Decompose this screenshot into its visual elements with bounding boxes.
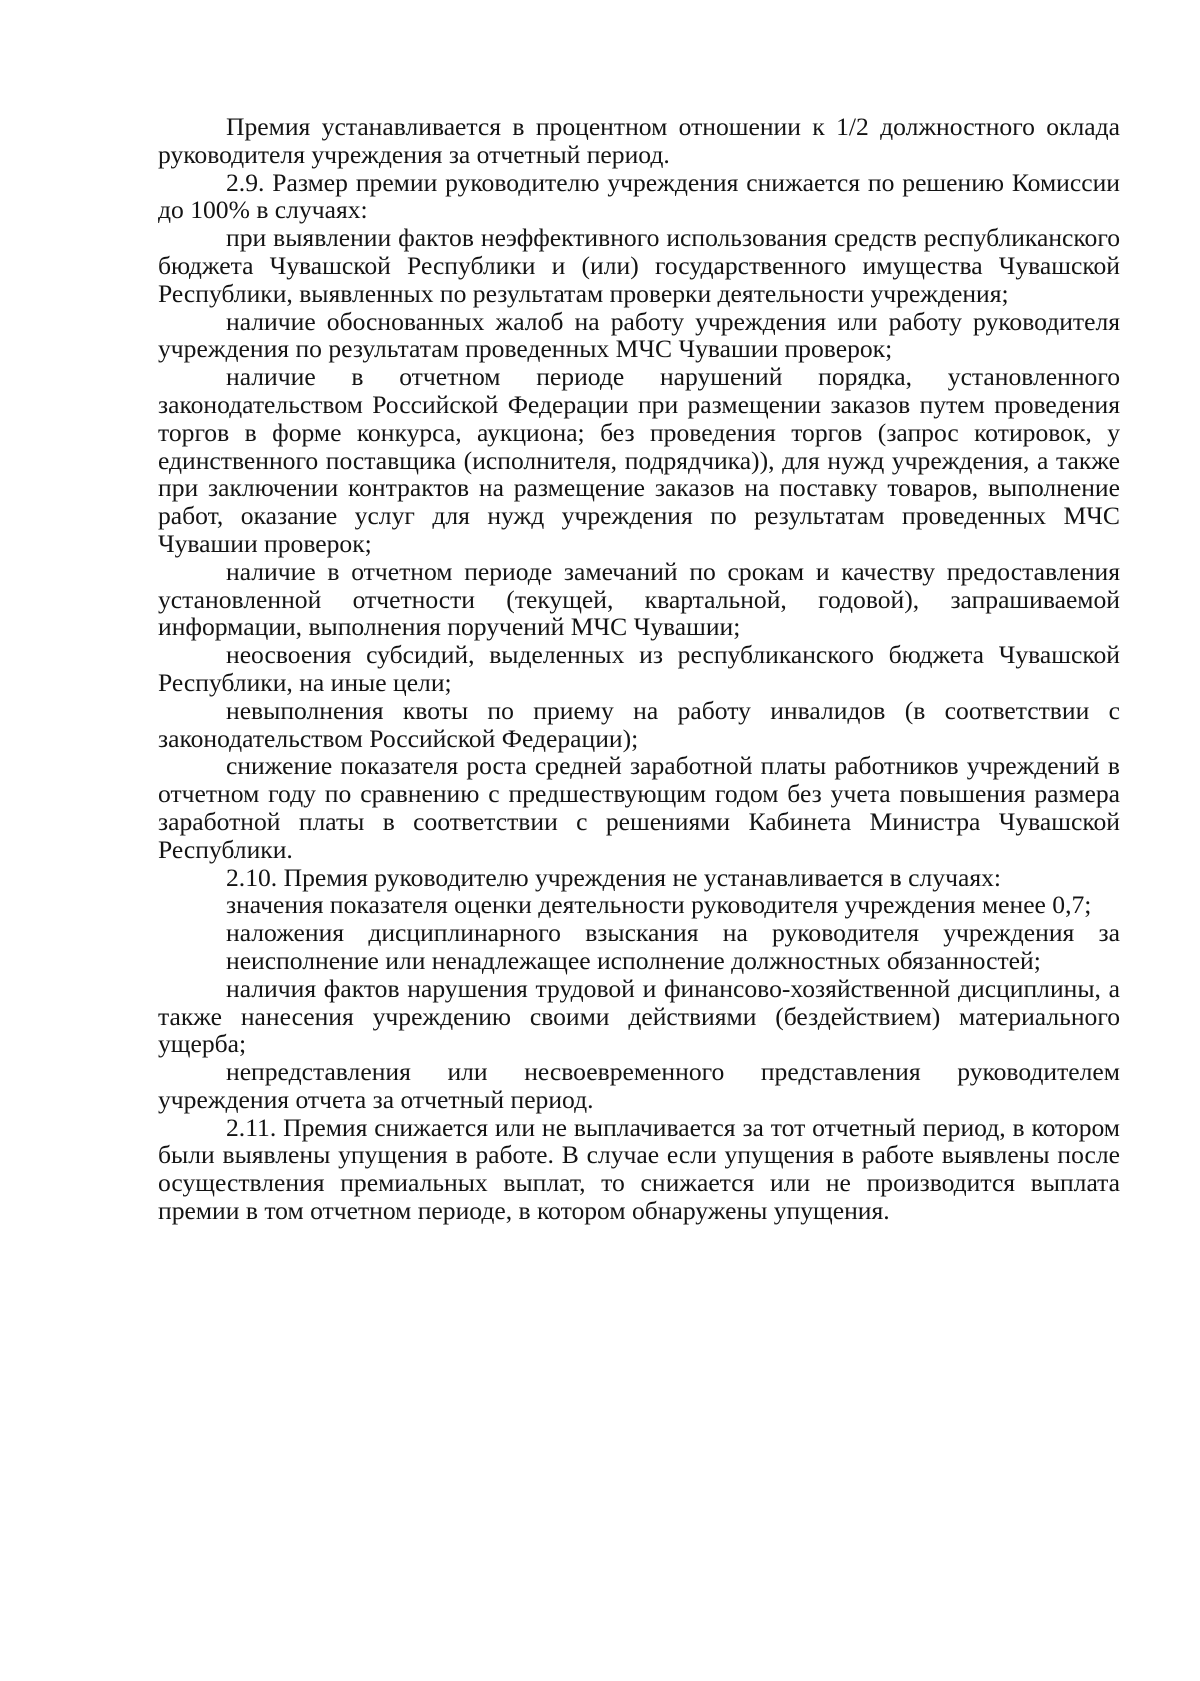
list-item-salary-growth: снижение показателя роста средней заработной платы работников учреждений в отчетном году по сравнению с предшествующим годом без учета повышения размера заработной платы в соответствии с решениями Кабинета Министра Чувашской Республики.	[158, 751, 1120, 864]
list-item-procurement-violations: наличие в отчетном периоде нарушений порядка, установленного законодательством Российской Федерации при размещении заказов путем проведения торгов в форме конкурса, аукциона; без проведения торгов (запрос котировок, у единственного поставщика (исполнителя, подрядчика)), для нужд учреждения, а также при заключении контрактов на размещение заказов на поставку товаров, выполнение работ, оказание услуг для нужд учреждения по результатам проведенных МЧС Чувашии проверок;	[158, 362, 1120, 558]
list-item-disciplinary-action: наложения дисциплинарного взыскания на руководителя учреждения за неисполнение или ненадлежащее исполнение должностных обязанностей;	[226, 918, 1120, 975]
list-item-reporting-remarks: наличие в отчетном периоде замечаний по срокам и качеству предоставления установленной отчетности (текущей, квартальной, годовой), запрашиваемой информации, выполнения поручений МЧС Чувашии;	[158, 556, 1120, 642]
list-item-disability-quota: невыполнения квоты по приему на работу инвалидов (в соответствии с законодательством Российской Федерации);	[158, 695, 1120, 753]
list-item-missing-report: непредставления или несвоевременного представления руководителем учреждения отчета за отчетный период.	[158, 1057, 1120, 1114]
list-item-subsidies: неосвоения субсидий, выделенных из республиканского бюджета Чувашской Республики, на иные цели;	[158, 640, 1120, 697]
paragraph-bonus-basis: Премия устанавливается в процентном отношении к 1/2 должностного оклада руководителя учреждения за отчетный период.	[158, 112, 1120, 169]
list-item-complaints: наличие обоснованных жалоб на работу учреждения или работу руководителя учреждения по результатам проведенных МЧС Чувашии проверок;	[158, 306, 1120, 364]
document-body	[158, 113, 1120, 1225]
list-item-inefficient-use: при выявлении фактов неэффективного использования средств республиканского бюджета Чувашской Республики и (или) государственного имущества Чувашской Республики, выявленных по результатам проверки деятельности учреждения;	[158, 223, 1120, 308]
paragraph-clause-2-10: 2.10. Премия руководителю учреждения не устанавливается в случаях:	[226, 862, 1002, 892]
list-item-discipline-violations: наличия фактов нарушения трудовой и финансово-хозяйственной дисциплины, а также нанесения учреждению своими действиями (бездействием) материального ущерба;	[158, 973, 1120, 1059]
paragraph-clause-2-9: 2.9. Размер премии руководителю учреждения снижается по решению Комиссии до 100% в случаях:	[158, 167, 1120, 225]
paragraph-clause-2-11: 2.11. Премия снижается или не выплачивается за тот отчетный период, в котором были выявлены упущения в работе. В случае если упущения в работе выявлены после осуществления премиальных выплат, то снижается или не производится выплата премии в том отчетном периоде, в котором обнаружены упущения.	[158, 1112, 1120, 1226]
list-item-score-below-threshold: значения показателя оценки деятельности руководителя учреждения менее 0,7;	[226, 890, 1092, 920]
